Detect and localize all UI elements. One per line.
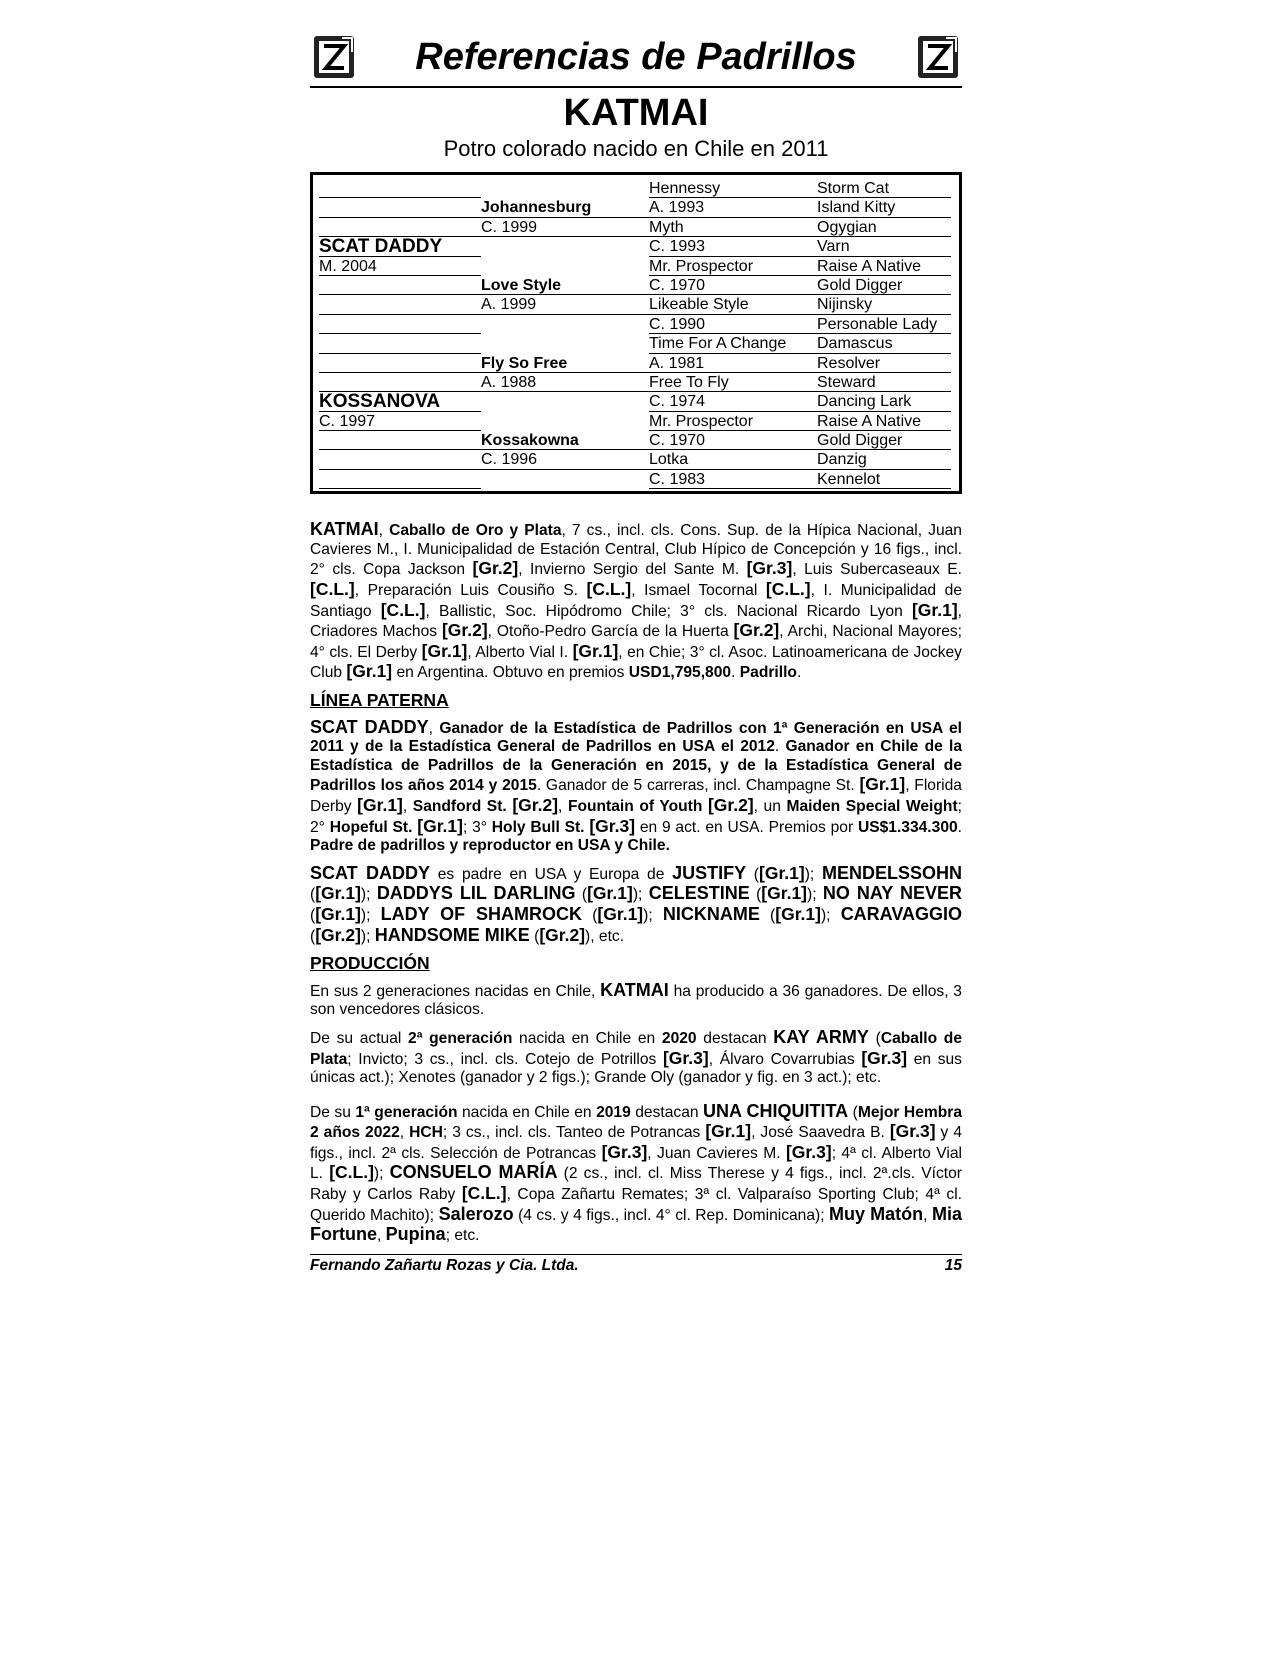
text-run: ,: [402, 797, 413, 815]
text-run: Ganador en Chile de la Estadística de Padrillos de la Generación en 2015, y de la Estadística General de Padrillos los años 2014 y 2015: [310, 738, 962, 795]
race-grade: [C.L.]: [329, 1162, 374, 1183]
pedigree-cell: M. 2004: [319, 257, 481, 276]
text-run: );: [807, 886, 823, 904]
race-grade: [Gr.3]: [601, 1141, 648, 1162]
text-run: ,: [558, 797, 568, 815]
production-paragraph: [310, 981, 962, 1020]
scat-daddy-offspring-paragraph: [310, 864, 962, 946]
text-run: , Invierno Sergio del Sante M.: [518, 561, 747, 579]
text-run: (: [749, 886, 762, 904]
text-run: (: [848, 1103, 858, 1121]
pedigree-row: [319, 470, 951, 489]
text-run: , José Saavedra B.: [751, 1124, 890, 1142]
text-run: (: [868, 1029, 881, 1047]
pedigree-cell: [481, 315, 649, 334]
race-grade: [C.L.]: [765, 579, 811, 600]
pedigree-row: [319, 315, 951, 334]
pedigree-row: [319, 179, 951, 198]
text-run: destacan: [630, 1103, 704, 1121]
pedigree-cell: [319, 334, 481, 353]
pedigree-cell: [319, 198, 481, 217]
pedigree-row: [319, 354, 951, 373]
pedigree-cell: C. 1997: [319, 412, 481, 431]
horse-name-inline: HANDSOME MIKE: [374, 924, 530, 945]
text-run: );: [360, 886, 377, 904]
text-run: (: [310, 927, 316, 945]
pedigree-cell: [319, 179, 481, 198]
pedigree-cell: Personable Lady: [817, 315, 951, 334]
pedigree-cell: C. 1974: [649, 392, 817, 411]
pedigree-row: [319, 431, 951, 450]
text-run: Padre de padrillos y reproductor en USA y Chile.: [310, 837, 670, 855]
pedigree-cell: [319, 431, 481, 450]
horse-subtitle: Potro colorado nacido en Chile en 2011: [443, 136, 829, 161]
text-run: .: [796, 664, 802, 682]
text-run: (: [310, 906, 316, 924]
pedigree-cell: [319, 450, 481, 469]
race-grade: [Gr.3]: [746, 558, 793, 579]
text-run: );: [360, 906, 381, 924]
pedigree-cell: Mr. Prospector: [649, 412, 817, 431]
pedigree-cell: Hennessy: [649, 179, 817, 198]
text-run: (: [582, 906, 598, 924]
text-run: ,: [428, 719, 440, 737]
pedigree-cell: Time For A Change: [649, 334, 817, 353]
pedigree-cell: Myth: [649, 218, 817, 237]
text-run: (: [575, 886, 588, 904]
text-run: , Archi, Nacional Mayores; 4° cls. El Derby: [310, 623, 962, 661]
pedigree-cell: [481, 392, 649, 411]
text-run: US$1.334.300: [857, 818, 958, 836]
pedigree-cell: [319, 276, 481, 295]
text-run: ha producido a 36 ganadores. De ellos, 3 son vencedores clásicos.: [310, 982, 962, 1019]
pedigree-cell: Nijinsky: [817, 295, 951, 314]
pedigree-cell: A. 1981: [649, 354, 817, 373]
horse-name-inline: NICKNAME: [662, 903, 760, 924]
race-grade: [Gr.3]: [861, 1047, 908, 1068]
horse-name-inline: JUSTIFY: [672, 862, 747, 883]
text-run: ; 2°: [310, 797, 962, 836]
text-run: , Luis Subercaseaux E.: [792, 561, 962, 579]
race-grade: [Gr.1]: [421, 640, 468, 661]
text-run: .: [774, 738, 786, 756]
text-run: );: [804, 865, 822, 883]
horse-name-inline: Salerozo: [438, 1203, 514, 1224]
horse-name-inline: SCAT DADDY: [310, 862, 431, 883]
race-grade: [Gr.2]: [512, 794, 559, 815]
pedigree-cell: C. 1996: [481, 450, 649, 469]
text-run: Caballo de Oro y Plata: [389, 522, 562, 540]
race-grade: [Gr.1]: [705, 1121, 752, 1142]
race-grade: [Gr.3]: [889, 1121, 936, 1142]
text-run: en sus únicas act.); Xenotes (ganador y 2 figs.); Grande Oly (ganador y fig. en 3 act.); etc.: [310, 1050, 962, 1087]
pedigree-cell: Dancing Lark: [817, 392, 951, 411]
race-grade: [Gr.1]: [911, 599, 958, 620]
race-grade: [Gr.3]: [589, 815, 636, 836]
text-run: en Argentina. Obtuvo en premios: [392, 664, 629, 682]
horse-name-inline: KATMAI: [310, 519, 379, 540]
section-heading-produccion: PRODUCCIÓN: [310, 953, 430, 974]
page: [310, 30, 962, 1275]
text-run: ), etc.: [585, 927, 625, 945]
pedigree-cell: Lotka: [649, 450, 817, 469]
pedigree-cell: [481, 179, 649, 198]
text-run: y 4 figs., incl. 2ª cls. Selección de Potrancas: [310, 1124, 963, 1162]
pedigree-cell: Resolver: [817, 354, 951, 373]
pedigree-cell: Steward: [817, 373, 951, 392]
race-grade: [C.L.]: [380, 599, 426, 620]
horse-name-inline: KATMAI: [600, 979, 669, 1000]
pedigree-cell: SCAT DADDY: [319, 237, 481, 256]
pedigree-cell: C. 1970: [649, 431, 817, 450]
pedigree-cell: C. 1990: [649, 315, 817, 334]
pedigree-row: [319, 237, 951, 256]
pedigree-cell: Free To Fly: [649, 373, 817, 392]
pedigree-cell: [319, 354, 481, 373]
pedigree-cell: C. 1983: [649, 470, 817, 489]
pedigree-row: [319, 276, 951, 295]
text-run: ; 4ª cl. Alberto Vial L.: [310, 1144, 962, 1183]
horse-name-inline: CONSUELO MARÍA: [389, 1162, 558, 1183]
pedigree-cell: C. 1970: [649, 276, 817, 295]
text-run: es padre en USA y Europa de: [430, 865, 673, 883]
text-run: , un: [753, 797, 787, 815]
text-run: );: [360, 927, 375, 945]
text-run: ,: [923, 1206, 932, 1224]
text-run: , Copa Zañartu Remates; 3ª cl. Valparaíso Sporting Club; 4ª cl. Querido Machito);: [310, 1186, 963, 1224]
text-run: HCH: [409, 1124, 443, 1142]
text-run: (: [759, 906, 776, 924]
text-run: , 7 cs., incl. cls. Cons. Sup. de la Hípica Nacional, Juan Cavieres M., I. Municipalidad de Estación Central, Club Hípico de Concepción y 16 figs., incl. 2° cls. Copa Jackson: [310, 522, 962, 579]
text-run: ; etc.: [445, 1227, 480, 1245]
pedigree-row: [319, 257, 951, 276]
pedigree-row: [319, 450, 951, 469]
page-footer: [310, 1254, 962, 1275]
text-run: (: [529, 927, 540, 945]
second-generation-paragraph: [310, 1028, 962, 1088]
page-header: [310, 30, 962, 88]
pedigree-cell: Raise A Native: [817, 257, 951, 276]
pedigree-cell: Mr. Prospector: [649, 257, 817, 276]
text-run: , Álvaro Covarrubias: [708, 1050, 862, 1068]
pedigree-table: [310, 172, 962, 494]
race-grade: [Gr.1]: [346, 661, 393, 682]
pedigree-cell: Raise A Native: [817, 412, 951, 431]
horse-name: KATMAI: [563, 92, 709, 134]
text-run: 2020: [661, 1029, 697, 1047]
pedigree-cell: Gold Digger: [817, 431, 951, 450]
text-run: , en Chie; 3° cl. Asoc. Latinoamericana de Jockey Club: [310, 643, 962, 682]
race-grade: [Gr.2]: [315, 924, 361, 945]
horse-name-inline: LADY OF SHAMROCK: [380, 903, 583, 924]
pedigree-cell: [481, 334, 649, 353]
race-grade: [C.L.]: [586, 579, 632, 600]
horse-name-inline: NO NAY NEVER: [822, 883, 963, 904]
text-run: .: [957, 818, 963, 836]
text-run: en 9 act. en USA. Premios por: [635, 818, 858, 836]
pedigree-cell: [319, 315, 481, 334]
race-grade: [C.L.]: [461, 1183, 507, 1204]
text-run: , Criadores Machos: [310, 602, 962, 641]
race-grade: [Gr.1]: [759, 862, 805, 883]
horse-name-inline: CARAVAGGIO: [840, 903, 963, 924]
text-run: 2019: [596, 1103, 631, 1121]
pedigree-cell: Damascus: [817, 334, 951, 353]
text-run: ; Invicto; 3 cs., incl. cls. Cotejo de Potrillos: [347, 1050, 663, 1068]
horse-name-inline: UNA CHIQUITITA: [703, 1100, 849, 1121]
race-grade: [Gr.2]: [733, 620, 780, 641]
footer-company: Fernando Zañartu Rozas y Cia. Ltda.: [310, 1256, 579, 1274]
text-run: Fountain of Youth: [567, 797, 703, 815]
text-run: (: [746, 865, 759, 883]
pedigree-cell: Island Kitty: [817, 198, 951, 217]
text-run: (2 cs., incl. cl. Miss Therese y 4 figs., incl. 2ª.cls. Víctor Raby y Carlos Raby: [310, 1165, 963, 1204]
text-run: .: [731, 664, 740, 682]
pedigree-cell: [319, 218, 481, 237]
text-run: Hopeful St.: [329, 818, 413, 836]
scat-daddy-paragraph: [310, 718, 962, 856]
body-text: [310, 520, 962, 1246]
text-run: ; 3°: [462, 818, 492, 836]
header-title: Referencias de Padrillos: [415, 36, 857, 78]
horse-name-inline: KAY ARMY: [773, 1026, 869, 1047]
text-run: (: [310, 886, 316, 904]
pedigree-row: [319, 295, 951, 314]
race-grade: [Gr.2]: [707, 794, 754, 815]
pedigree-cell: Storm Cat: [817, 179, 951, 198]
horse-name-inline: Pupina: [385, 1224, 446, 1245]
text-run: ; 3 cs., incl. cls. Tanteo de Potrancas: [442, 1124, 706, 1142]
section-heading-paterna: LÍNEA PATERNA: [310, 690, 449, 710]
pedigree-cell: Gold Digger: [817, 276, 951, 295]
horse-name-inline: SCAT DADDY: [310, 716, 429, 737]
first-generation-paragraph: [310, 1102, 962, 1246]
race-grade: [Gr.1]: [597, 903, 644, 924]
text-run: Ganador de la Estadística de Padrillos con 1ª Generación en USA el 2011 y de la Estadística General de Padrillos en USA el 2012: [310, 719, 963, 756]
text-run: 1ª generación: [355, 1103, 458, 1121]
text-run: Maiden Special Weight: [786, 797, 958, 815]
pedigree-cell: Likeable Style: [649, 295, 817, 314]
race-grade: [Gr.1]: [587, 883, 633, 904]
text-run: , Preparación Luis Cousiño S.: [354, 582, 587, 600]
race-grade: [Gr.1]: [357, 794, 403, 815]
race-grade: [Gr.2]: [472, 558, 519, 579]
text-run: ,: [377, 1227, 386, 1245]
race-grade: [C.L.]: [310, 579, 355, 600]
logo-icon: [916, 34, 960, 80]
race-grade: [Gr.1]: [775, 903, 821, 924]
pedigree-cell: [319, 373, 481, 392]
pedigree-row: [319, 412, 951, 431]
text-run: (4 cs. y 4 figs., incl. 4° cl. Rep. Dominicana);: [513, 1206, 830, 1224]
pedigree-cell: Kossakowna: [481, 431, 649, 450]
text-run: nacida en Chile en: [512, 1029, 662, 1047]
race-grade: [Gr.3]: [785, 1141, 832, 1162]
text-run: ,: [378, 522, 390, 540]
text-run: En sus 2 generaciones nacidas en Chile,: [310, 982, 601, 1000]
pedigree-cell: [481, 257, 649, 276]
pedigree-row: [319, 198, 951, 217]
race-grade: [Gr.2]: [539, 924, 586, 945]
text-run: . Ganador de 5 carreras, incl. Champagne St.: [536, 777, 860, 795]
pedigree-cell: [481, 237, 649, 256]
pedigree-cell: Ogygian: [817, 218, 951, 237]
text-run: De su: [310, 1103, 356, 1121]
text-run: , Juan Cavieres M.: [647, 1144, 786, 1162]
text-run: , Ballistic, Soc. Hipódromo Chile; 3° cls. Nacional Ricardo Lyon: [425, 602, 912, 620]
horse-name-inline: CELESTINE: [648, 883, 750, 904]
pedigree-row: [319, 373, 951, 392]
pedigree-row: [319, 334, 951, 353]
text-run: nacida en Chile en: [457, 1103, 597, 1121]
text-run: Mejor Hembra 2 años 2022: [310, 1103, 962, 1142]
text-run: );: [820, 906, 841, 924]
pedigree-cell: C. 1993: [649, 237, 817, 256]
race-grade: [Gr.2]: [441, 620, 488, 641]
text-run: USD1,795,800: [628, 664, 732, 682]
pedigree-cell: Fly So Free: [481, 354, 649, 373]
horse-name-inline: Muy Matón: [829, 1203, 924, 1224]
text-run: Sandford St.: [412, 797, 507, 815]
pedigree-cell: [481, 470, 649, 489]
text-run: , Alberto Vial I.: [467, 643, 573, 661]
race-grade: [Gr.1]: [315, 883, 361, 904]
horse-name-inline: MENDELSSOHN: [821, 862, 962, 883]
text-run: De su actual: [310, 1029, 409, 1047]
katmai-paragraph: [310, 520, 962, 683]
text-run: , Florida Derby: [310, 777, 962, 815]
pedigree-cell: [481, 412, 649, 431]
text-run: 2ª generación: [408, 1029, 513, 1047]
race-grade: [Gr.1]: [572, 640, 619, 661]
pedigree-cell: Kennelot: [817, 470, 951, 489]
pedigree-cell: [319, 470, 481, 489]
text-run: );: [373, 1165, 390, 1183]
pedigree-cell: A. 1988: [481, 373, 649, 392]
pedigree-cell: KOSSANOVA: [319, 392, 481, 411]
pedigree-cell: [319, 295, 481, 314]
text-run: );: [643, 906, 663, 924]
text-run: , I. Municipalidad de Santiago: [310, 582, 962, 620]
pedigree-cell: Danzig: [817, 450, 951, 469]
text-run: Caballo de Plata: [310, 1029, 963, 1068]
pedigree-cell: Johannesburg: [481, 198, 649, 217]
pedigree-cell: Varn: [817, 237, 951, 256]
pedigree-cell: Love Style: [481, 276, 649, 295]
text-run: , Ismael Tocornal: [631, 582, 766, 600]
text-run: Padrillo: [739, 664, 797, 682]
race-grade: [Gr.1]: [859, 774, 906, 795]
page-number: 15: [944, 1256, 962, 1274]
race-grade: [Gr.1]: [761, 883, 808, 904]
text-run: ,: [399, 1124, 410, 1142]
pedigree-row: [319, 218, 951, 237]
pedigree-cell: A. 1993: [649, 198, 817, 217]
horse-name-inline: DADDYS LIL DARLING: [376, 883, 576, 904]
pedigree-cell: C. 1999: [481, 218, 649, 237]
text-run: destacan: [696, 1029, 774, 1047]
pedigree-row: [319, 392, 951, 411]
text-run: , Otoño-Pedro García de la Huerta: [487, 623, 734, 641]
text-run: Holy Bull St.: [491, 818, 585, 836]
horse-name-inline: Mia Fortune: [310, 1203, 962, 1245]
race-grade: [Gr.3]: [662, 1047, 709, 1068]
pedigree-cell: A. 1999: [481, 295, 649, 314]
text-run: );: [632, 886, 649, 904]
race-grade: [Gr.1]: [417, 815, 463, 836]
race-grade: [Gr.1]: [315, 903, 361, 924]
